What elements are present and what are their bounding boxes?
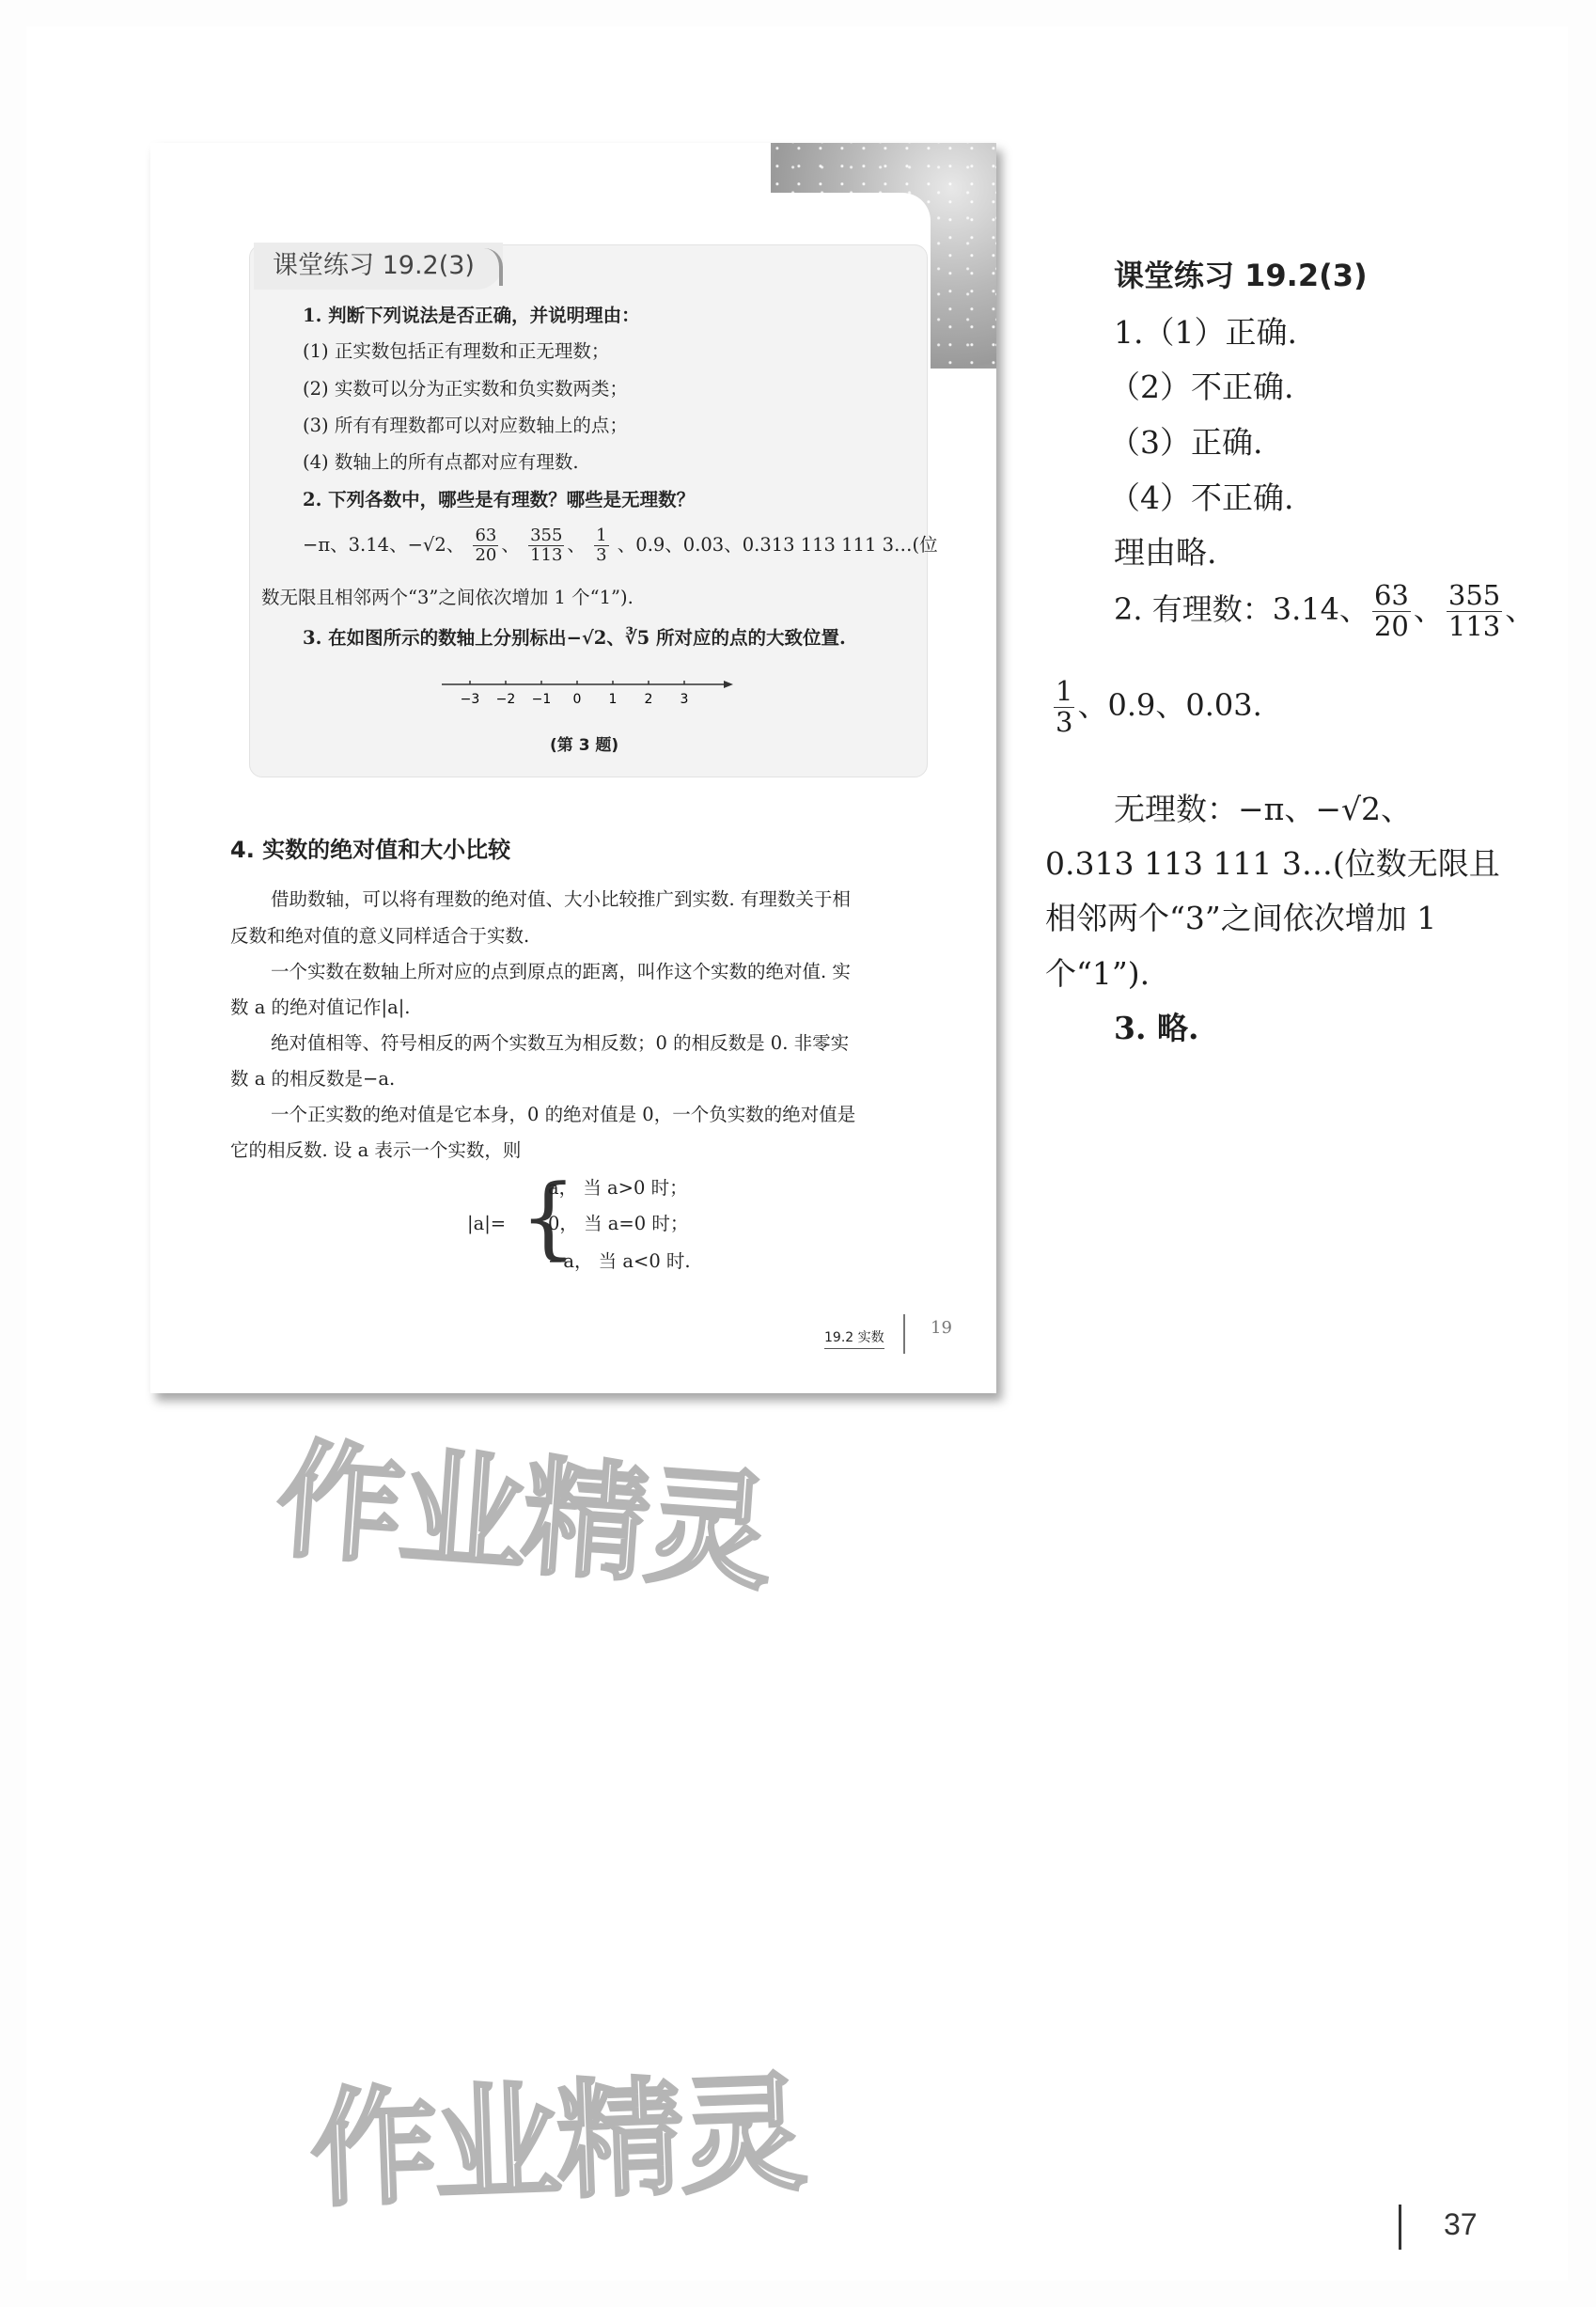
question-1-item-3: (3) 所有有理数都可以对应数轴上的点； <box>303 415 628 436</box>
axis-tick-label: −2 <box>495 692 516 707</box>
book-footer-section: 19.2 实数 <box>824 1327 884 1349</box>
axis-tick-label: 2 <box>644 692 653 707</box>
answer-2-irrational-3: 相邻两个“3”之间依次增加 1 <box>1045 900 1437 936</box>
page-number-divider <box>1399 2205 1401 2250</box>
answer-fraction-1-3: $\frac{1}{3}$ <box>1056 675 1073 738</box>
paragraph-2b: 数 a 的绝对值记作|a|. <box>230 997 411 1018</box>
axis-tick-label: 3 <box>680 692 689 707</box>
paragraph-1a: 借助数轴，可以将有理数的绝对值、大小比较推广到实数. 有理数关于相 <box>271 888 851 910</box>
answer-2-rational: 2. 有理数：3.14、 $\frac{63}{20}$ 、 $\frac{355}{113}$ 、 <box>1114 579 1536 642</box>
rational-rest: 、0.9、0.03. <box>1077 686 1262 723</box>
answer-2-irrational-1: 无理数：−π、−√2、 <box>1114 791 1413 827</box>
case-1: a， 当 a>0 时； <box>548 1177 688 1199</box>
answer-3: 3. 略. <box>1114 1010 1199 1046</box>
case-3: −a， 当 a<0 时. <box>548 1250 691 1272</box>
answer-1-4: （4）不正确. <box>1109 479 1294 516</box>
question-3: 3. 在如图所示的数轴上分别标出−√2、∛5 所对应的点的大致位置. <box>303 627 846 649</box>
answer-fraction-355-113: $\frac{355}{113}$ <box>1447 579 1501 642</box>
answer-1-1: 1.（1）正确. <box>1114 314 1297 351</box>
paragraph-1b: 反数和绝对值的意义同样适合于实数. <box>230 925 530 947</box>
number-list-b: 、0.9、0.03、0.313 113 111 3…(位 <box>617 533 938 556</box>
question-1-item-2: (2) 实数可以分为正实数和负实数两类； <box>303 378 628 400</box>
figure-caption: (第 3 题) <box>550 736 619 755</box>
axis-tick-label: −3 <box>460 692 480 707</box>
answer-2-rational-cont <box>1051 677 1262 738</box>
axis-tick-label: 1 <box>608 692 618 707</box>
paragraph-4a: 一个正实数的绝对值是它本身，0 的绝对值是 0，一个负实数的绝对值是 <box>271 1104 856 1125</box>
book-page-number: 19 <box>931 1318 952 1338</box>
answer-1-3: （3）正确. <box>1109 424 1263 461</box>
question-2-continuation: 数无限且相邻两个“3”之间依次增加 1 个“1”). <box>261 587 634 608</box>
question-2-numbers: −π、3.14、−√2、 $\frac{63}{20}$ 、 $\frac{355}{113}$ 、 $\frac{1}{3}$ 、0.9、0.03、0.313 113 111 3…(位 <box>303 526 938 565</box>
watermark-bottom: 作业精灵 <box>307 2059 806 2225</box>
answer-2-irrational-2: 0.313 113 111 3…(位数无限且 <box>1045 845 1500 882</box>
footer-divider <box>903 1314 905 1354</box>
brace: { <box>520 1166 577 1269</box>
fraction-355-113: $\frac{355}{113}$ <box>530 526 563 565</box>
paragraph-3a: 绝对值相等、符号相反的两个实数互为相反数；0 的相反数是 0. 非零实 <box>271 1032 850 1054</box>
page-number: 37 <box>1444 2207 1478 2241</box>
answer-1-2: （2）不正确. <box>1109 369 1294 405</box>
answer-title: 课堂练习 19.2(3) <box>1114 258 1368 293</box>
number-list-a: −π、3.14、−√2、 <box>303 533 465 556</box>
question-1-item-1: (1) 正实数包括正有理数和正无理数； <box>303 340 610 362</box>
answer-fraction-63-20: $\frac{63}{20}$ <box>1373 579 1409 642</box>
question-1-item-4: (4) 数轴上的所有点都对应有理数. <box>303 451 579 473</box>
number-line <box>442 673 733 711</box>
paragraph-3b: 数 a 的相反数是−a. <box>230 1068 396 1090</box>
question-2: 2. 下列各数中，哪些是有理数？哪些是无理数？ <box>303 489 696 510</box>
exercise-title: 课堂练习 19.2(3) <box>254 243 503 290</box>
axis-tick-label: 0 <box>572 692 582 707</box>
rational-label: 2. 有理数：3.14、 <box>1114 590 1369 627</box>
paragraph-2a: 一个实数在数轴上所对应的点到原点的距离，叫作这个实数的绝对值. 实 <box>271 961 851 982</box>
answer-2-irrational-4: 个“1”). <box>1045 955 1150 992</box>
watermark-top: 作业精灵 <box>272 1425 775 1609</box>
section-title: 4. 实数的绝对值和大小比较 <box>230 837 511 863</box>
case-2: 0， 当 a=0 时； <box>548 1213 689 1234</box>
abs-value-lhs: |a|= <box>467 1213 507 1234</box>
fraction-63-20: $\frac{63}{20}$ <box>475 526 497 565</box>
question-1: 1. 判断下列说法是否正确，并说明理由： <box>303 305 640 326</box>
fraction-1-3: $\frac{1}{3}$ <box>596 526 607 565</box>
axis-tick-label: −1 <box>531 692 552 707</box>
paragraph-4b: 它的相反数. 设 a 表示一个实数，则 <box>230 1139 522 1161</box>
answer-reason: 理由略. <box>1114 534 1217 571</box>
